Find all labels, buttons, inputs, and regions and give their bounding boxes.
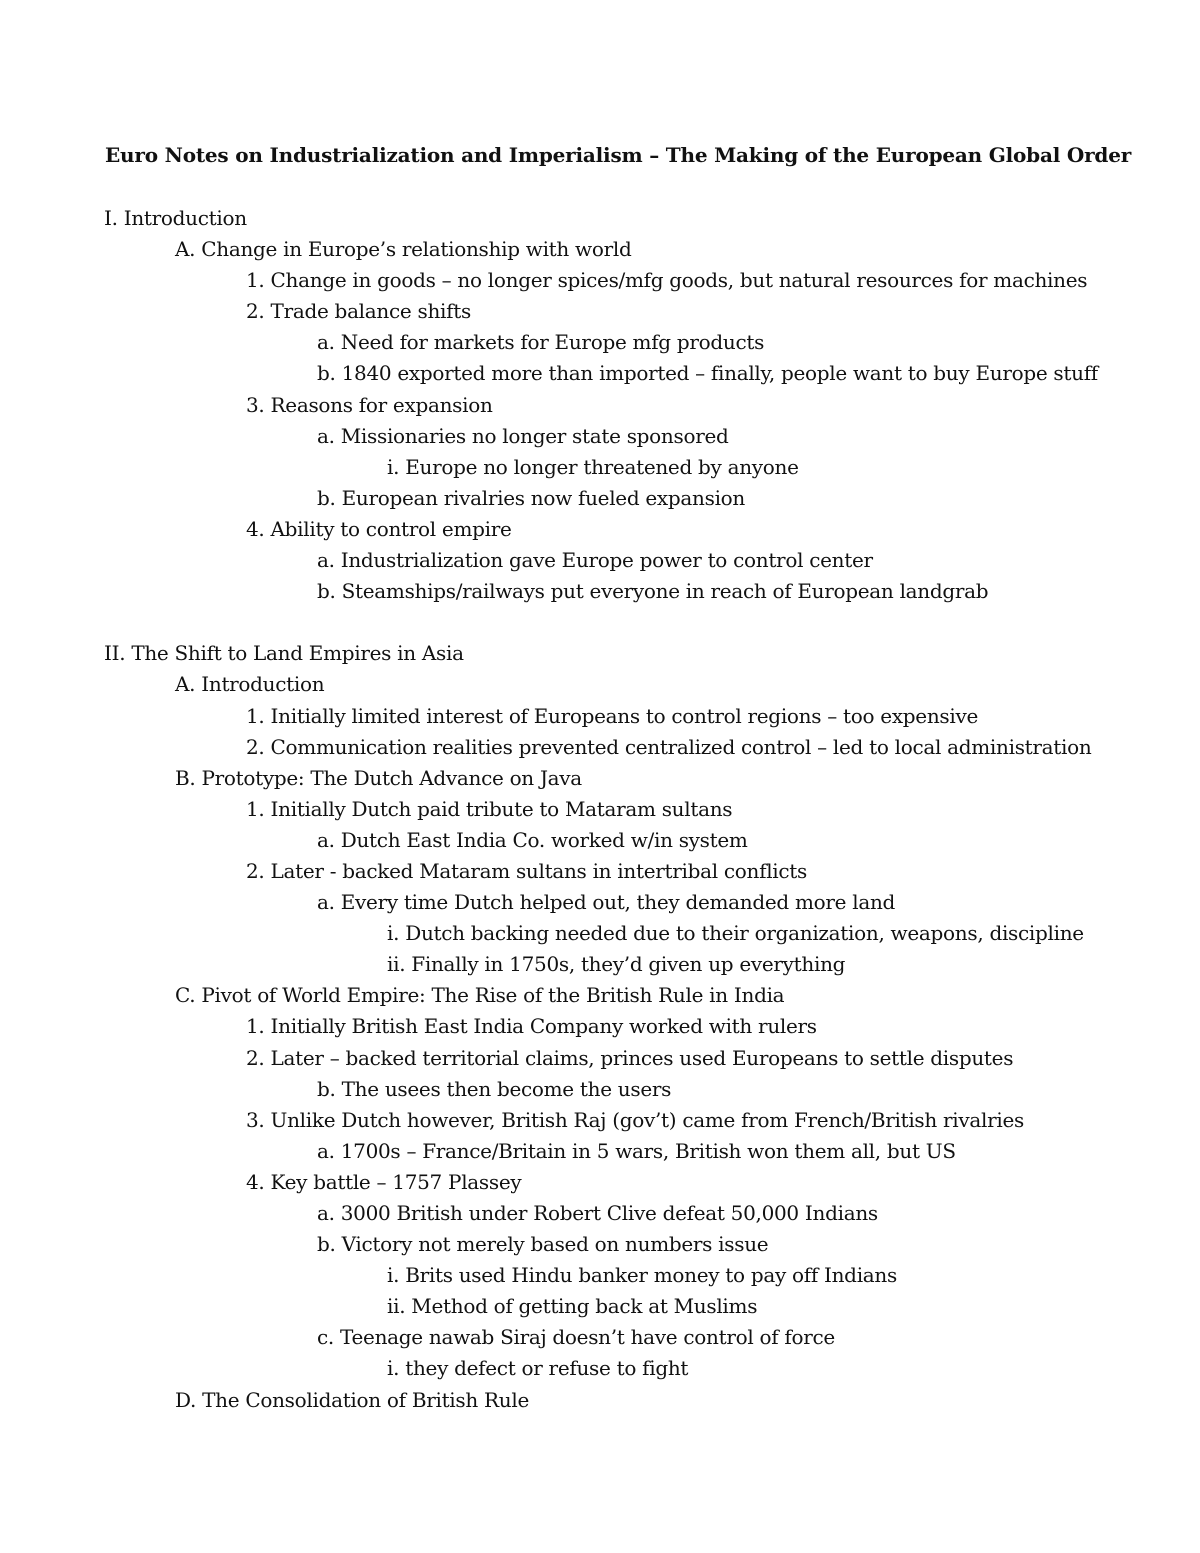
outline-item-level-4: i. Brits used Hindu banker money to pay off Indians: [387, 1263, 897, 1288]
outline-item-level-4: i. they defect or refuse to fight: [387, 1356, 689, 1381]
outline-item-level-2: 4. Ability to control empire: [246, 516, 512, 541]
outline-item-level-2: 1. Change in goods – no longer spices/mfg goods, but natural resources for machines: [246, 268, 1088, 293]
outline-item-level-2: 1. Initially limited interest of Europeans to control regions – too expensive: [246, 703, 979, 728]
outline-item-level-3: a. Missionaries no longer state sponsored: [317, 423, 729, 448]
outline-item-level-4: i. Dutch backing needed due to their organization, weapons, discipline: [387, 921, 1084, 946]
outline-item-level-4: ii. Finally in 1750s, they’d given up everything: [387, 952, 846, 977]
outline-item-level-3: b. Victory not merely based on numbers issue: [317, 1232, 769, 1257]
outline-item-level-3: b. 1840 exported more than imported – finally, people want to buy Europe stuff: [317, 361, 1098, 386]
outline-item-level-3: a. 3000 British under Robert Clive defeat 50,000 Indians: [317, 1201, 878, 1225]
outline-item-level-0: II. The Shift to Land Empires in Asia: [104, 641, 464, 666]
outline-item-level-2: 2. Later – backed territorial claims, princes used Europeans to settle disputes: [246, 1045, 1014, 1070]
outline-item-level-2: 4. Key battle – 1757 Plassey: [246, 1169, 522, 1194]
outline-item-level-1: A. Introduction: [175, 672, 325, 697]
outline-item-level-1: B. Prototype: The Dutch Advance on Java: [175, 765, 582, 790]
outline-item-level-3: b. Steamships/railways put everyone in reach of European landgrab: [317, 579, 989, 604]
outline-item-level-3: a. 1700s – France/Britain in 5 wars, British won them all, but US: [317, 1138, 956, 1163]
outline-item-level-1: D. The Consolidation of British Rule: [175, 1387, 529, 1412]
outline-item-level-2: 3. Unlike Dutch however, British Raj (gov’t) came from French/British rivalries: [246, 1107, 1024, 1132]
outline-item-level-1: A. Change in Europe’s relationship with world: [175, 237, 632, 262]
document-title: Euro Notes on Industrialization and Imperialism – The Making of the European Global Order: [105, 143, 1132, 167]
outline-item-level-4: i. Europe no longer threatened by anyone: [387, 454, 799, 479]
outline-item-level-3: a. Industrialization gave Europe power to control center: [317, 548, 873, 573]
outline-item-level-3: b. The usees then become the users: [317, 1076, 672, 1101]
outline-item-level-0: I. Introduction: [104, 206, 247, 230]
outline-item-level-3: b. European rivalries now fueled expansion: [317, 485, 746, 510]
outline-item-level-2: 2. Trade balance shifts: [246, 299, 471, 324]
outline-item-level-2: 3. Reasons for expansion: [246, 392, 493, 417]
outline-item-level-1: C. Pivot of World Empire: The Rise of the British Rule in India: [175, 983, 785, 1008]
outline-item-level-3: a. Need for markets for Europe mfg products: [317, 330, 765, 355]
blank-line: [0, 607, 1200, 638]
outline-item-level-4: ii. Method of getting back at Muslims: [387, 1294, 758, 1319]
outline-item-level-3: a. Every time Dutch helped out, they demanded more land: [317, 890, 896, 915]
outline-item-level-2: 2. Later - backed Mataram sultans in intertribal conflicts: [246, 858, 808, 883]
outline-item-level-2: 1. Initially British East India Company worked with rulers: [246, 1014, 817, 1039]
outline-item-level-3: c. Teenage nawab Siraj doesn’t have control of force: [317, 1325, 835, 1350]
outline-item-level-2: 2. Communication realities prevented centralized control – led to local administration: [246, 734, 1092, 759]
outline-item-level-3: a. Dutch East India Co. worked w/in system: [317, 827, 748, 852]
outline-item-level-2: 1. Initially Dutch paid tribute to Mataram sultans: [246, 796, 733, 821]
outline: [0, 203, 1200, 1416]
